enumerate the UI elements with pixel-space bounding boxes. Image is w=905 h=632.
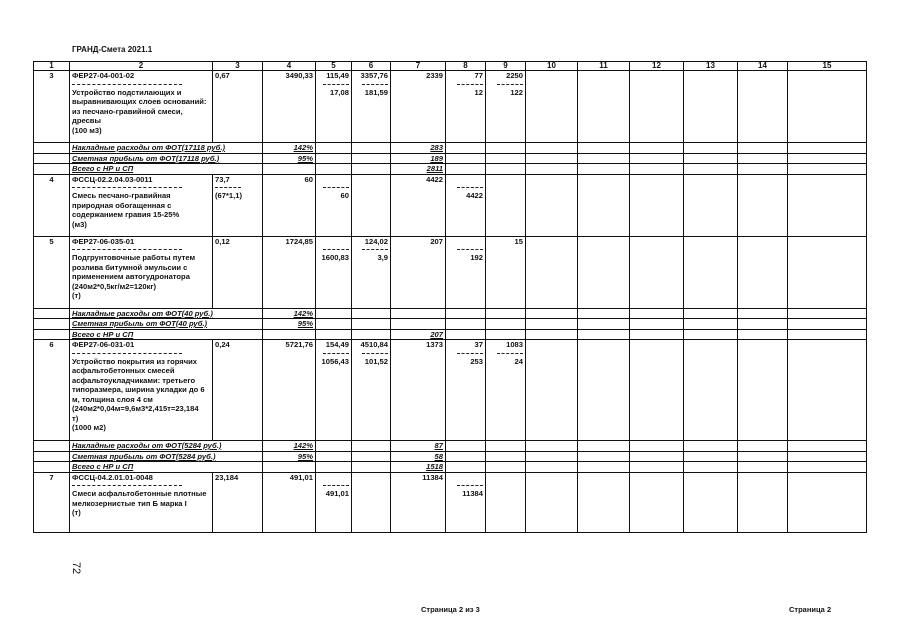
overhead-row: Накладные расходы от ФОТ(17118 руб.) 142% 283 [34,143,867,154]
col-header: 1 [34,62,70,71]
col-header: 15 [788,62,867,71]
unit-cost-cell: 3490,33 [263,71,316,143]
total-row: Всего с НР и СП 207 [34,329,867,340]
col-header: 13 [684,62,738,71]
col-header: 10 [526,62,578,71]
estimate-table [33,61,867,533]
table-row: 4 ФССЦ-02.2.04.03-0011 Смесь песчано-гравийная природная обогащенная с содержанием гравия 15-25% (м3) 73,7 (67*1,1) 60 60 4422 4422 [34,174,867,236]
col-header: 8 [446,62,486,71]
total-row: Всего с НР и СП 2811 [34,164,867,175]
table-row: 3 ФЕР27-04-001-02 Устройство подстилающих и выравнивающих слоев оснований: из песчано-гравийной смеси, дресвы (100 м3) 0,67 3490,33 115,49 17,08 3357,76 181,59 2339 77 12 2250 122 [34,71,867,143]
col-header: 6 [352,62,391,71]
col-header: 14 [738,62,788,71]
page-label: Страница 2 [789,605,832,614]
col-header: 7 [391,62,446,71]
col-header: 4 [263,62,316,71]
profit-row: Сметная прибыль от ФОТ(17118 руб.) 95% 189 [34,153,867,164]
overhead-row: Накладные расходы от ФОТ(5284 руб.) 142% 87 [34,441,867,452]
overhead-row: Накладные расходы от ФОТ(40 руб.) 142% [34,308,867,319]
table-row: 7 ФССЦ-04.2.01.01-0048 Смеси асфальтобетонные плотные мелкозернистые тип Б марка I (т) 23,184 491,01 491,01 11384 11384 [34,472,867,532]
document-title: ГРАНД-Смета 2021.1 [72,45,153,54]
rate-code: ФЕР27-04-001-02 [72,71,135,80]
col-header: 5 [316,62,352,71]
row-description: ФЕР27-04-001-02 Устройство подстилающих и выравнивающих слоев оснований: из песчано-гравийной смеси, дресвы (100 м3) [70,71,213,143]
profit-row: Сметная прибыль от ФОТ(5284 руб.) 95% 58 [34,451,867,462]
col-header: 11 [578,62,630,71]
column-number-row [34,62,867,71]
table-row: 5 ФЕР27-06-035-01 Подгрунтовочные работы путем розлива битумной эмульсии с применением автогудронатора (240м2*0,5кг/м2=120кг) (т) 0,12 1724,85 1600,83 124,02 3,9 207 192 15 [34,236,867,308]
col-header: 12 [630,62,684,71]
page-counter: Страница 2 из 3 [421,605,480,614]
side-page-number: 72 [70,561,83,575]
total-row: Всего с НР и СП 1518 [34,462,867,473]
profit-row: Сметная прибыль от ФОТ(40 руб.) 95% [34,319,867,330]
table-row: 6 ФЕР27-06-031-01 Устройство покрытия из горячих асфальтобетонных смесей асфальтоукладчиками: третьего типоразмера, ширина укладки до 6 м, толщина слоя 4 см (240м2*0,04м=9,6м3*2,415т=23,184 т) (1000 м2) 0,24 5721,76 154,49 1056,43 4510,84 101,52 1373 37 253 1083 24 [34,340,867,441]
col-header: 9 [486,62,526,71]
col-header: 3 [213,62,263,71]
row-number: 3 [34,71,70,143]
quantity-cell: 0,67 [213,71,263,143]
col-header: 2 [70,62,213,71]
